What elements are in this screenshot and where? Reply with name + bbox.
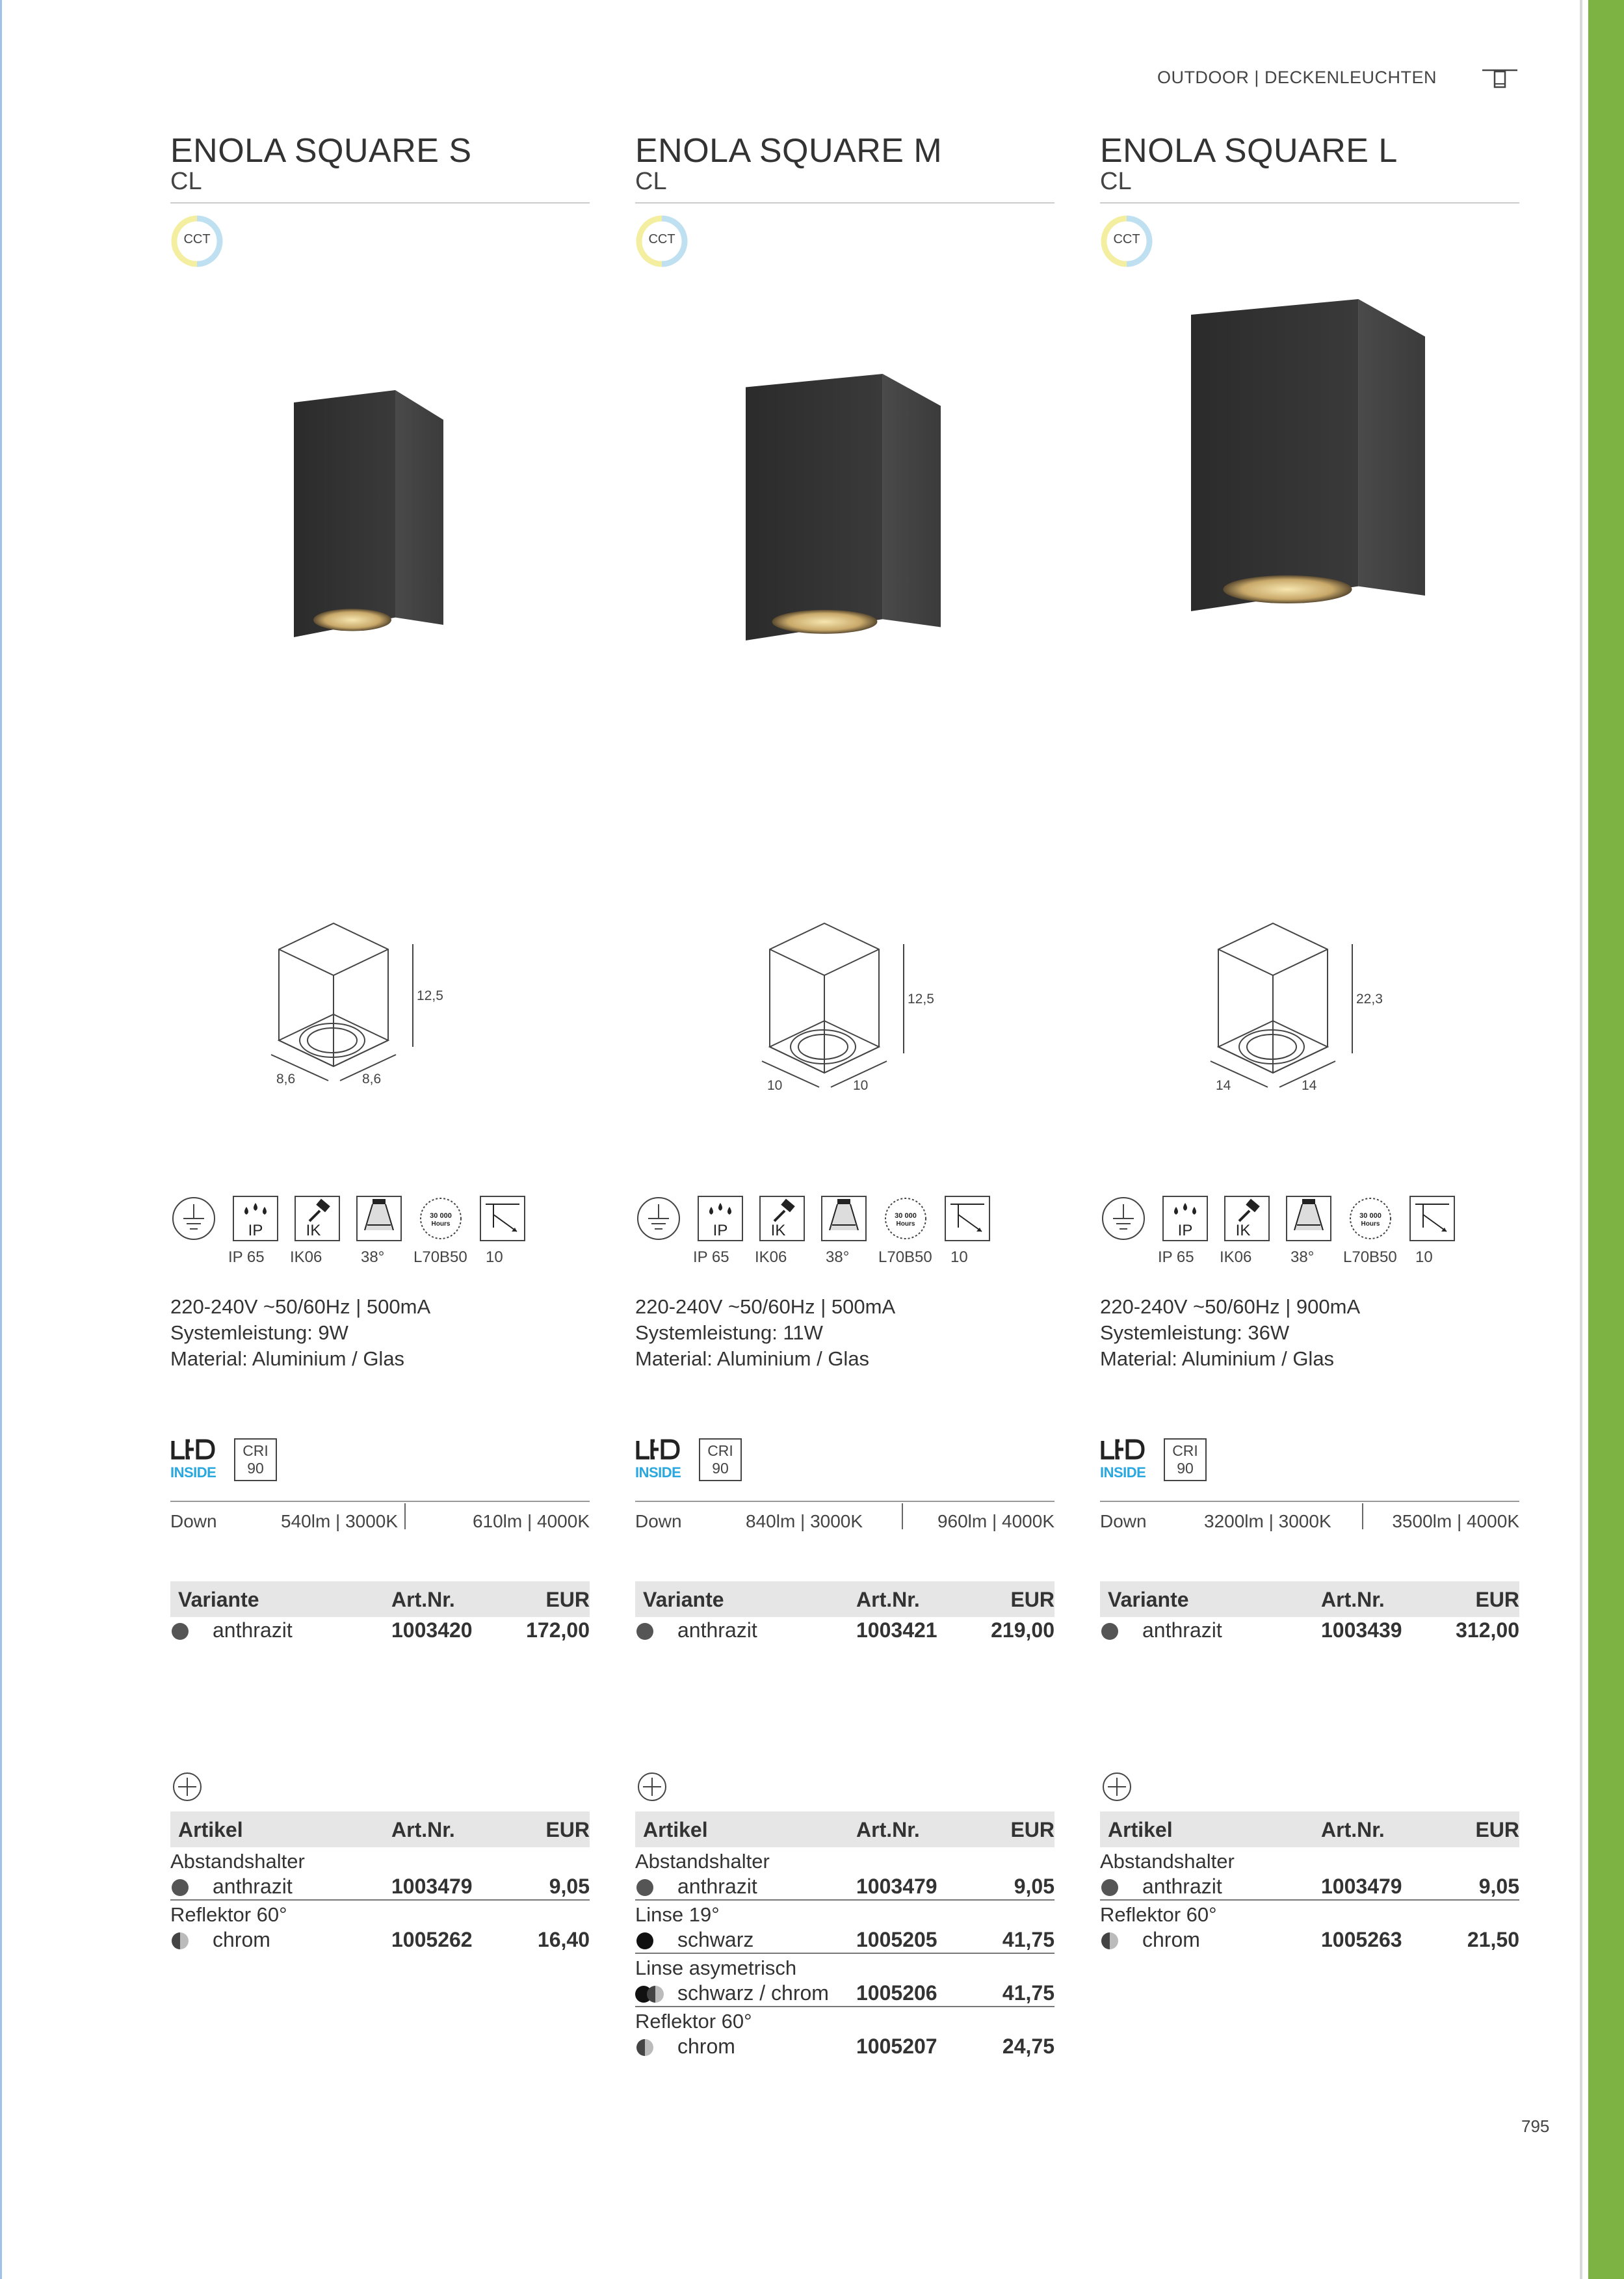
lumen-direction: Down [635, 1511, 682, 1531]
title-divider [1100, 202, 1519, 204]
product-title: ENOLA SQUARE M [635, 132, 943, 170]
lumen-row [635, 1501, 1054, 1535]
color-swatch-black [636, 1932, 653, 1949]
technical-spec [1100, 1294, 1360, 1372]
variant-table-header [635, 1581, 1054, 1617]
accessories-plus-icon [170, 1770, 204, 1804]
dim-depth-label: 10 [853, 1078, 869, 1093]
icon-label: 10 [1415, 1248, 1433, 1266]
icon-label: IP 65 [228, 1248, 265, 1266]
accessory-group [635, 1901, 1054, 1927]
ip-icon-text: IP [248, 1222, 263, 1239]
accessory-name: schwarz / chrom [677, 1981, 829, 2005]
icon-label: 38° [826, 1248, 850, 1266]
ik-icon-text: IK [770, 1222, 786, 1239]
ip-rating-icon [697, 1195, 744, 1242]
spec-line: 220-240V ~50/60Hz | 900mA [1100, 1295, 1361, 1318]
icon-label: IK06 [755, 1248, 787, 1266]
color-swatch-anthracite [1101, 1879, 1118, 1896]
cri-value: 90 [712, 1460, 729, 1477]
dim-width-label: 8,6 [276, 1072, 296, 1087]
spec-line: Systemleistung: 9W [170, 1321, 348, 1344]
beam-angle-icon [1285, 1195, 1332, 1242]
col-eur: EUR [1475, 1588, 1519, 1611]
accessory-table [1100, 1811, 1519, 1953]
icon-label: IK06 [1220, 1248, 1252, 1266]
technical-spec [635, 1294, 895, 1372]
page-number: 795 [1521, 2116, 1550, 2136]
product-subtitle: CL [1100, 168, 1132, 195]
col-art-nr: Art.Nr. [1321, 1818, 1385, 1841]
lumen-direction: Down [1100, 1511, 1147, 1531]
color-swatch-chrome [636, 2039, 653, 2056]
accessory-art-nr: 1005205 [856, 1928, 937, 1951]
col-art-nr: Art.Nr. [856, 1588, 920, 1611]
color-swatch-anthracite [636, 1879, 653, 1896]
icon-label: IK06 [290, 1248, 322, 1266]
dim-height-label: 22,3 [1356, 992, 1383, 1007]
accessory-group [1100, 1847, 1519, 1873]
accessory-name: anthrazit [677, 1875, 757, 1898]
accessory-name: anthrazit [1142, 1875, 1222, 1898]
accessory-group-label: Abstandshalter [1100, 1850, 1235, 1873]
lumen-direction: Down [170, 1511, 217, 1531]
col-eur: EUR [1010, 1588, 1054, 1611]
lifetime-hours-icon [417, 1195, 464, 1242]
ik-icon-text: IK [306, 1222, 321, 1239]
accessory-group-label: Linse asymetrisch [635, 1956, 797, 1979]
product-image [746, 374, 947, 640]
color-swatch-anthracite [636, 1623, 653, 1640]
hours-num: 30 000 [1359, 1212, 1382, 1220]
lumen-cold: 3500lm | 4000K [1392, 1511, 1519, 1531]
hours-txt: Hours [431, 1220, 451, 1228]
cct-label: CCT [1113, 232, 1140, 246]
accessory-name: chrom [213, 1928, 270, 1951]
variant-art-nr: 1003439 [1321, 1618, 1402, 1642]
product-column-m [635, 0, 1054, 2146]
table-row [635, 1980, 1054, 2007]
led-inside-label: INSIDE [1100, 1464, 1146, 1481]
color-swatch-chrome [172, 1932, 189, 1949]
technical-spec [170, 1294, 430, 1372]
accessory-group-label: Reflektor 60° [635, 2010, 752, 2033]
icon-label: L70B50 [413, 1248, 467, 1266]
icon-label: 38° [361, 1248, 385, 1266]
title-divider [170, 202, 590, 204]
col-variant: Variante [1108, 1588, 1189, 1611]
col-art-nr: Art.Nr. [856, 1818, 920, 1841]
lumen-separator [1362, 1503, 1363, 1529]
spec-line: Material: Aluminium / Glas [635, 1347, 870, 1370]
cri-badge [234, 1438, 277, 1481]
icon-label: IP 65 [1158, 1248, 1194, 1266]
hours-num: 30 000 [430, 1212, 452, 1220]
variant-table [1100, 1581, 1519, 1643]
cri-label: CRI [242, 1442, 268, 1459]
beam-angle-icon [356, 1195, 402, 1242]
col-art-nr: Art.Nr. [1321, 1588, 1385, 1611]
hours-num: 30 000 [895, 1212, 917, 1220]
variant-name: anthrazit [213, 1618, 293, 1642]
accessory-art-nr: 1005207 [856, 2035, 937, 2058]
accessory-art-nr: 1005262 [391, 1928, 473, 1951]
accessory-price: 16,40 [537, 1928, 590, 1951]
accessory-art-nr: 1003479 [856, 1875, 937, 1898]
led-icon [1100, 1438, 1146, 1463]
cct-badge [170, 215, 224, 268]
spec-line: Systemleistung: 11W [635, 1321, 823, 1344]
accessory-group-label: Reflektor 60° [1100, 1903, 1217, 1926]
accessory-group-label: Linse 19° [635, 1903, 720, 1926]
lumen-cold: 610lm | 4000K [472, 1511, 590, 1531]
dim-depth-label: 8,6 [362, 1072, 382, 1087]
cri-label: CRI [707, 1442, 733, 1459]
cct-label: CCT [183, 232, 211, 246]
accessory-group [170, 1901, 590, 1927]
accessory-price: 9,05 [1014, 1875, 1054, 1898]
protection-class-icon [1100, 1195, 1147, 1242]
accessory-table-header [170, 1811, 590, 1847]
cri-value: 90 [1177, 1460, 1194, 1477]
led-inside-label: INSIDE [170, 1464, 216, 1481]
distance-icon [944, 1195, 991, 1242]
accessory-price: 21,50 [1467, 1928, 1519, 1951]
chapter-color-bar [1588, 0, 1624, 2279]
led-cri-block [1100, 1438, 1230, 1490]
col-variant: Variante [643, 1588, 724, 1611]
led-icon [635, 1438, 681, 1463]
product-subtitle: CL [170, 168, 202, 195]
col-article: Artikel [1108, 1818, 1173, 1841]
led-icon [170, 1438, 216, 1463]
icon-label: 38° [1290, 1248, 1315, 1266]
impact-rating-icon [294, 1195, 341, 1242]
accessory-price: 41,75 [1002, 1928, 1054, 1951]
col-variant: Variante [178, 1588, 259, 1611]
icon-label: L70B50 [1343, 1248, 1397, 1266]
lumen-separator [902, 1503, 903, 1529]
cct-label: CCT [648, 232, 675, 246]
accessory-price: 41,75 [1002, 1981, 1054, 2005]
lumen-warm: 540lm | 3000K [281, 1511, 399, 1531]
protection-class-icon [635, 1195, 682, 1242]
accessory-art-nr: 1005206 [856, 1981, 937, 2005]
impact-rating-icon [759, 1195, 805, 1242]
icon-label: 10 [486, 1248, 503, 1266]
col-eur: EUR [545, 1818, 590, 1841]
accessory-group [635, 1847, 1054, 1873]
icon-label: 10 [950, 1248, 968, 1266]
lumen-row [1100, 1501, 1519, 1535]
accessory-group [635, 2007, 1054, 2033]
accessory-table-header [635, 1811, 1054, 1847]
col-article: Artikel [643, 1818, 708, 1841]
led-cri-block [170, 1438, 300, 1490]
accessory-name: chrom [1142, 1928, 1200, 1951]
product-image [1191, 299, 1432, 611]
accessory-price: 9,05 [1478, 1875, 1519, 1898]
table-row [170, 1873, 590, 1901]
protection-class-icon [170, 1195, 217, 1242]
dim-width-label: 10 [767, 1078, 783, 1093]
col-eur: EUR [1010, 1818, 1054, 1841]
ip-rating-icon [232, 1195, 279, 1242]
distance-icon [479, 1195, 526, 1242]
product-image [294, 390, 450, 637]
impact-rating-icon [1224, 1195, 1270, 1242]
accessory-table [170, 1811, 590, 1953]
dimension-drawing [635, 904, 1054, 1118]
accessory-group-label: Abstandshalter [635, 1850, 770, 1873]
ik-icon-text: IK [1235, 1222, 1251, 1239]
table-row [635, 1873, 1054, 1901]
ip-icon-text: IP [713, 1222, 728, 1239]
accessory-group-label: Reflektor 60° [170, 1903, 287, 1926]
col-art-nr: Art.Nr. [391, 1588, 455, 1611]
accessory-art-nr: 1003479 [1321, 1875, 1402, 1898]
variant-table-header [170, 1581, 590, 1617]
color-swatch-chrome [1101, 1932, 1118, 1949]
color-swatch-anthracite [1101, 1623, 1118, 1640]
dim-height-label: 12,5 [417, 988, 443, 1003]
col-eur: EUR [545, 1588, 590, 1611]
col-art-nr: Art.Nr. [391, 1818, 455, 1841]
table-row [1100, 1617, 1519, 1643]
variant-table-header [1100, 1581, 1519, 1617]
product-title: ENOLA SQUARE S [170, 132, 472, 170]
table-row [1100, 1873, 1519, 1901]
variant-art-nr: 1003420 [391, 1618, 473, 1642]
dim-depth-label: 14 [1302, 1078, 1317, 1093]
page-edge [0, 0, 2, 2279]
feature-icons [635, 1195, 1054, 1268]
feature-icons [1100, 1195, 1519, 1268]
dim-width-label: 14 [1216, 1078, 1231, 1093]
cri-badge [1164, 1438, 1207, 1481]
accessory-table-header [1100, 1811, 1519, 1847]
table-row [635, 1927, 1054, 1954]
led-inside-label: INSIDE [635, 1464, 681, 1481]
cct-badge [635, 215, 688, 268]
spec-line: Material: Aluminium / Glas [170, 1347, 405, 1370]
lumen-separator [404, 1503, 406, 1529]
spec-line: 220-240V ~50/60Hz | 500mA [635, 1295, 896, 1318]
accessory-group [1100, 1901, 1519, 1927]
product-column-l [1100, 0, 1519, 2146]
accessory-name: anthrazit [213, 1875, 293, 1898]
hours-txt: Hours [1361, 1220, 1380, 1228]
accessory-table [635, 1811, 1054, 2059]
icon-label: L70B50 [878, 1248, 932, 1266]
dim-height-label: 12,5 [908, 992, 934, 1007]
lumen-row [170, 1501, 590, 1535]
variant-name: anthrazit [1142, 1618, 1222, 1642]
accessory-art-nr: 1003479 [391, 1875, 473, 1898]
spec-line: Material: Aluminium / Glas [1100, 1347, 1335, 1370]
color-swatch-anthracite [172, 1879, 189, 1896]
variant-table [635, 1581, 1054, 1643]
variant-price: 219,00 [991, 1618, 1054, 1642]
table-row [1100, 1927, 1519, 1953]
distance-icon [1409, 1195, 1456, 1242]
variant-price: 312,00 [1456, 1618, 1519, 1642]
cct-badge [1100, 215, 1153, 268]
accessory-name: schwarz [677, 1928, 754, 1951]
accessories-plus-icon [1100, 1770, 1134, 1804]
icon-label: IP 65 [693, 1248, 729, 1266]
accessory-group-label: Abstandshalter [170, 1850, 305, 1873]
lifetime-hours-icon [1347, 1195, 1394, 1242]
table-row [170, 1927, 590, 1953]
title-divider [635, 202, 1054, 204]
product-title: ENOLA SQUARE L [1100, 132, 1398, 170]
product-subtitle: CL [635, 168, 667, 195]
table-row [635, 2033, 1054, 2059]
table-row [170, 1617, 590, 1643]
lifetime-hours-icon [882, 1195, 929, 1242]
feature-icons [170, 1195, 590, 1268]
accessory-group [170, 1847, 590, 1873]
cri-label: CRI [1172, 1442, 1198, 1459]
ip-rating-icon [1162, 1195, 1209, 1242]
variant-table [170, 1581, 590, 1643]
accessory-name: chrom [677, 2035, 735, 2058]
accessory-group [635, 1954, 1054, 1980]
variant-price: 172,00 [526, 1618, 590, 1642]
color-swatch-anthracite [172, 1623, 189, 1640]
spec-line: 220-240V ~50/60Hz | 500mA [170, 1295, 431, 1318]
margin-line [1580, 0, 1582, 2279]
accessories-plus-icon [635, 1770, 669, 1804]
lumen-warm: 840lm | 3000K [746, 1511, 863, 1531]
spec-line: Systemleistung: 36W [1100, 1321, 1290, 1344]
chapter-header: OUTDOOR | DECKENLEUCHTEN [1157, 68, 1437, 87]
product-column-s [170, 0, 590, 2146]
col-article: Artikel [178, 1818, 243, 1841]
led-cri-block [635, 1438, 765, 1490]
cri-badge [699, 1438, 742, 1481]
hours-txt: Hours [896, 1220, 915, 1228]
accessory-price: 24,75 [1002, 2035, 1054, 2058]
ip-icon-text: IP [1177, 1222, 1193, 1239]
lumen-cold: 960lm | 4000K [937, 1511, 1054, 1531]
accessory-price: 9,05 [549, 1875, 590, 1898]
variant-art-nr: 1003421 [856, 1618, 937, 1642]
beam-angle-icon [820, 1195, 867, 1242]
lumen-warm: 3200lm | 3000K [1204, 1511, 1331, 1531]
table-row [635, 1617, 1054, 1643]
col-eur: EUR [1475, 1818, 1519, 1841]
cri-value: 90 [247, 1460, 264, 1477]
variant-name: anthrazit [677, 1618, 757, 1642]
accessory-art-nr: 1005263 [1321, 1928, 1402, 1951]
